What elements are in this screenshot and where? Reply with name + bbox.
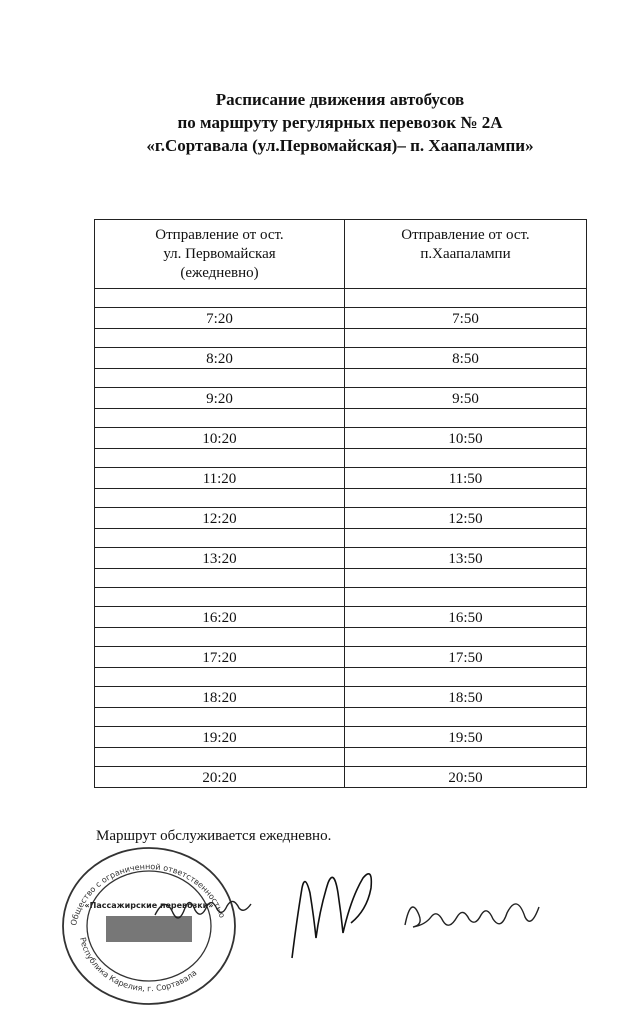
departure-haapalampi-cell bbox=[345, 449, 587, 468]
table-row bbox=[95, 329, 587, 348]
table-row bbox=[95, 449, 587, 468]
departure-haapalampi-cell bbox=[345, 369, 587, 388]
departure-haapalampi-cell: 20:50 bbox=[345, 767, 587, 788]
table-row bbox=[95, 409, 587, 428]
departure-pervomayskaya-cell bbox=[95, 588, 345, 607]
departure-haapalampi-cell bbox=[345, 489, 587, 508]
stamp-inner-text: «Пассажирские перевозки» bbox=[84, 901, 214, 910]
col2-header bbox=[345, 220, 587, 289]
departure-pervomayskaya-cell bbox=[95, 369, 345, 388]
table-row bbox=[95, 668, 587, 687]
schedule-table bbox=[94, 219, 587, 788]
departure-pervomayskaya-cell: 17:20 bbox=[95, 647, 345, 668]
departure-haapalampi-cell: 11:50 bbox=[345, 468, 587, 489]
departure-pervomayskaya-cell bbox=[95, 748, 345, 767]
table-row bbox=[95, 508, 587, 529]
departure-pervomayskaya-cell: 8:20 bbox=[95, 348, 345, 369]
title-line-3: «г.Сортавала (ул.Первомайская)– п. Хаапалампи» bbox=[146, 136, 534, 155]
table-row bbox=[95, 687, 587, 708]
table-row bbox=[95, 289, 587, 308]
table-row bbox=[95, 428, 587, 449]
departure-pervomayskaya-cell bbox=[95, 489, 345, 508]
departure-pervomayskaya-cell bbox=[95, 289, 345, 308]
stamp-outer-text: Общество с ограниченной ответственностью bbox=[69, 862, 227, 927]
table-row bbox=[95, 569, 587, 588]
table-row bbox=[95, 647, 587, 668]
departure-haapalampi-cell: 7:50 bbox=[345, 308, 587, 329]
departure-haapalampi-cell: 18:50 bbox=[345, 687, 587, 708]
table-row bbox=[95, 548, 587, 569]
table-row bbox=[95, 607, 587, 628]
departure-haapalampi-cell: 12:50 bbox=[345, 508, 587, 529]
table-row bbox=[95, 388, 587, 409]
table-row bbox=[95, 727, 587, 748]
table-row bbox=[95, 748, 587, 767]
departure-pervomayskaya-cell: 11:20 bbox=[95, 468, 345, 489]
departure-haapalampi-cell: 9:50 bbox=[345, 388, 587, 409]
departure-pervomayskaya-cell: 19:20 bbox=[95, 727, 345, 748]
departure-haapalampi-cell bbox=[345, 748, 587, 767]
departure-pervomayskaya-cell: 9:20 bbox=[95, 388, 345, 409]
departure-pervomayskaya-cell bbox=[95, 329, 345, 348]
table-row bbox=[95, 369, 587, 388]
table-row bbox=[95, 468, 587, 489]
table-row bbox=[95, 588, 587, 607]
table-row bbox=[95, 767, 587, 788]
departure-haapalampi-cell: 17:50 bbox=[345, 647, 587, 668]
departure-haapalampi-cell bbox=[345, 329, 587, 348]
departure-pervomayskaya-cell bbox=[95, 409, 345, 428]
departure-haapalampi-cell bbox=[345, 588, 587, 607]
col1-header-line: ул. Первомайская bbox=[163, 246, 276, 262]
service-note: Маршрут обслуживается ежедневно. bbox=[96, 828, 332, 844]
departure-haapalampi-cell bbox=[345, 569, 587, 588]
departure-haapalampi-cell: 8:50 bbox=[345, 348, 587, 369]
departure-haapalampi-cell bbox=[345, 529, 587, 548]
departure-pervomayskaya-cell bbox=[95, 569, 345, 588]
departure-pervomayskaya-cell bbox=[95, 449, 345, 468]
table-row bbox=[95, 489, 587, 508]
departure-haapalampi-cell: 13:50 bbox=[345, 548, 587, 569]
document-title bbox=[60, 88, 620, 157]
table-header-row bbox=[95, 220, 587, 289]
title-line-2: по маршруту регулярных перевозок № 2А bbox=[177, 113, 503, 132]
svg-text:Республика Карелия, г. Сортава bbox=[78, 936, 199, 993]
signature-name-handwriting bbox=[400, 880, 560, 940]
departure-haapalampi-cell bbox=[345, 668, 587, 687]
departure-haapalampi-cell bbox=[345, 708, 587, 727]
departure-pervomayskaya-cell bbox=[95, 529, 345, 548]
departure-pervomayskaya-cell bbox=[95, 668, 345, 687]
table-row bbox=[95, 628, 587, 647]
signature-image bbox=[272, 868, 392, 968]
departure-pervomayskaya-cell: 20:20 bbox=[95, 767, 345, 788]
departure-pervomayskaya-cell: 7:20 bbox=[95, 308, 345, 329]
title-line-1: Расписание движения автобусов bbox=[215, 90, 465, 109]
departure-haapalampi-cell: 19:50 bbox=[345, 727, 587, 748]
table-row bbox=[95, 708, 587, 727]
departure-haapalampi-cell bbox=[345, 409, 587, 428]
table-row bbox=[95, 529, 587, 548]
col2-header-line: Отправление от ост. bbox=[401, 227, 530, 243]
departure-pervomayskaya-cell bbox=[95, 708, 345, 727]
departure-pervomayskaya-cell bbox=[95, 628, 345, 647]
col1-header-line: (ежедневно) bbox=[180, 265, 259, 281]
col1-header bbox=[95, 220, 345, 289]
departure-pervomayskaya-cell: 18:20 bbox=[95, 687, 345, 708]
departure-pervomayskaya-cell: 12:20 bbox=[95, 508, 345, 529]
director-position-handwriting bbox=[150, 880, 260, 930]
col1-header-line: Отправление от ост. bbox=[155, 227, 284, 243]
departure-haapalampi-cell: 16:50 bbox=[345, 607, 587, 628]
departure-haapalampi-cell: 10:50 bbox=[345, 428, 587, 449]
departure-pervomayskaya-cell: 10:20 bbox=[95, 428, 345, 449]
table-row bbox=[95, 348, 587, 369]
departure-haapalampi-cell bbox=[345, 289, 587, 308]
departure-pervomayskaya-cell: 13:20 bbox=[95, 548, 345, 569]
departure-haapalampi-cell bbox=[345, 628, 587, 647]
table-row bbox=[95, 308, 587, 329]
departure-pervomayskaya-cell: 16:20 bbox=[95, 607, 345, 628]
stamp-bottom-text: Республика Карелия, г. Сортавала bbox=[77, 936, 199, 994]
col2-header-line: п.Хаапалампи bbox=[420, 246, 511, 262]
